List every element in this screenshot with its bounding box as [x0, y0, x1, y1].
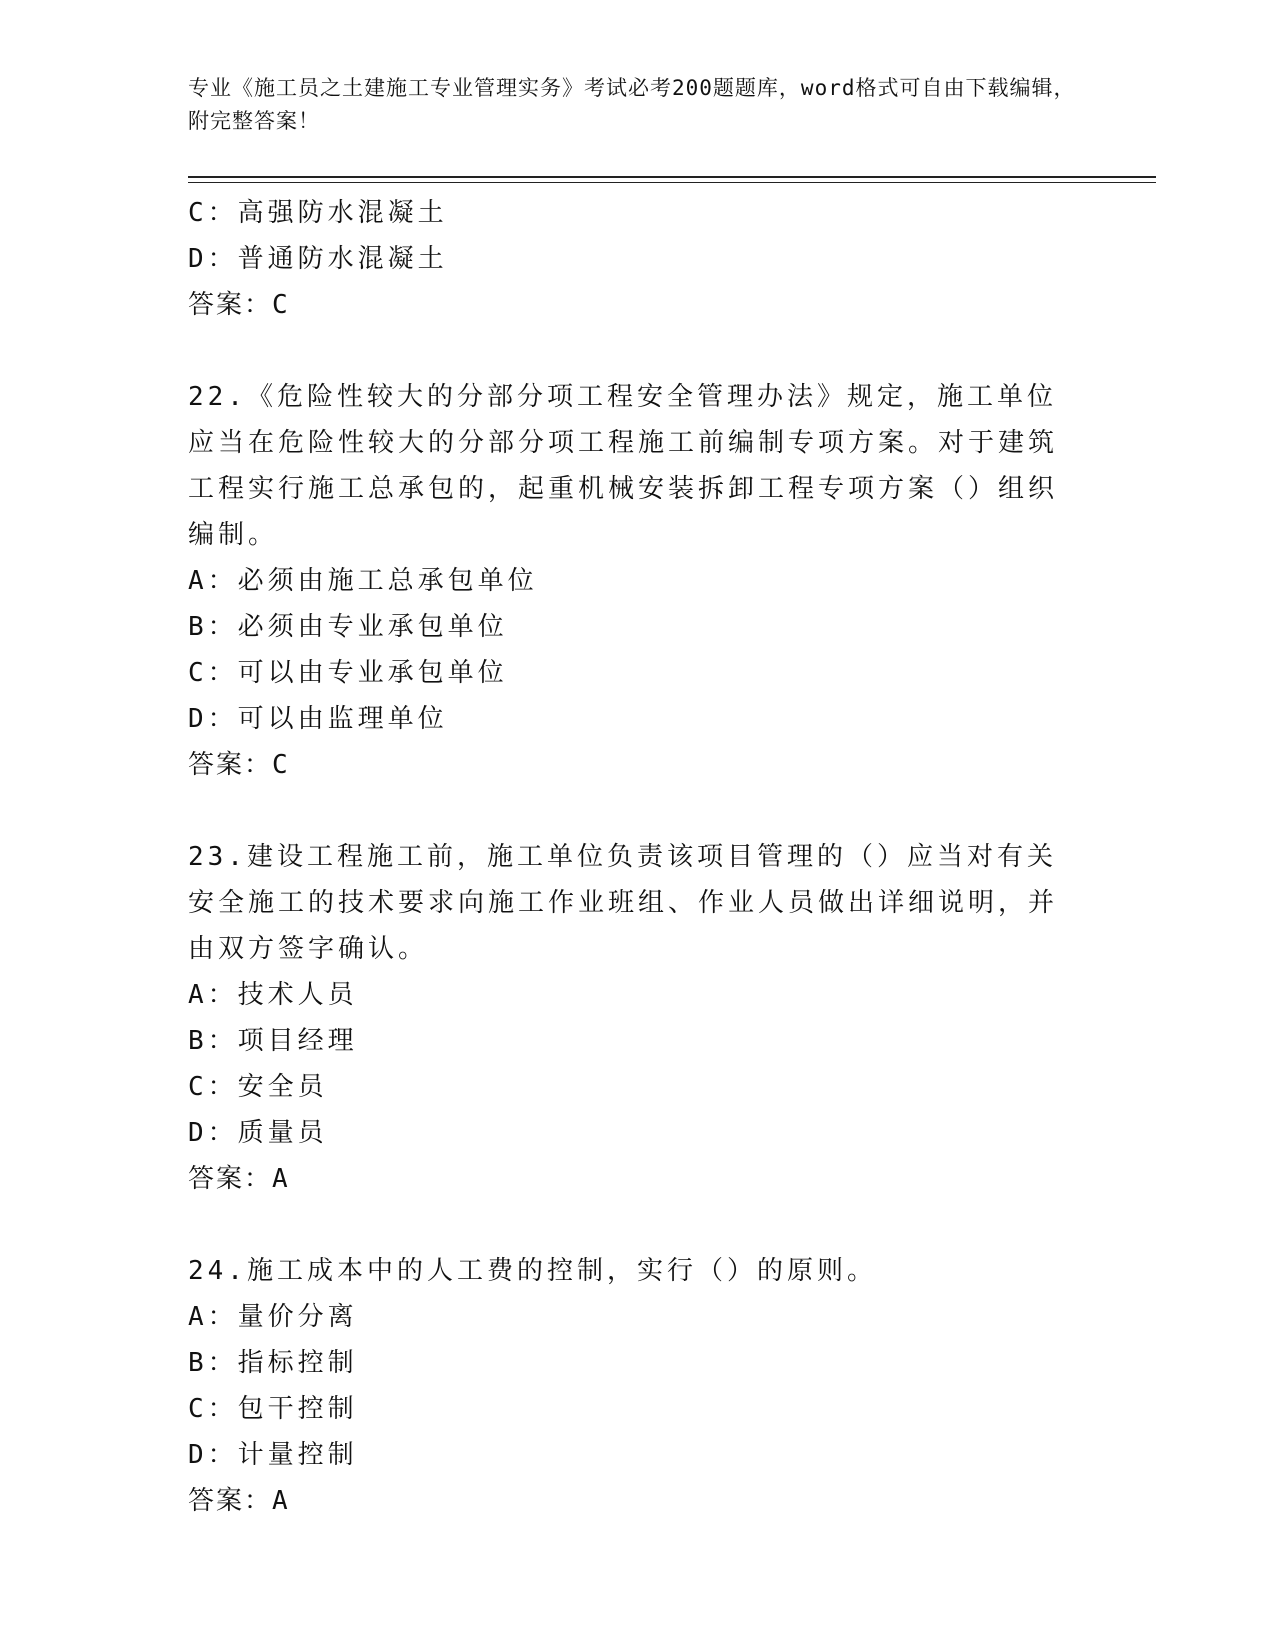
question-22: [188, 374, 1088, 788]
option-c: C：包干控制: [188, 1394, 358, 1424]
header-divider-thick: [188, 176, 1156, 178]
question-stem: 22.《危险性较大的分部分项工程安全管理办法》规定，施工单位应当在危险性较大的分部分项工程施工前编制专项方案。对于建筑工程实行施工总承包的，起重机械安装拆卸工程专项方案（）组织编制。: [188, 382, 1059, 550]
option-a: A：量价分离: [188, 1302, 358, 1332]
question-list: [188, 190, 1088, 1524]
option-b: B：项目经理: [188, 1026, 358, 1056]
option-d: D：计量控制: [188, 1440, 358, 1470]
answer-line: 答案：A: [188, 1486, 290, 1516]
document-header: 专业《施工员之土建施工专业管理实务》考试必考200题题库，word格式可自由下载编辑，附完整答案！: [188, 76, 1076, 133]
option-c: C：安全员: [188, 1072, 328, 1102]
option-c: C：高强防水混凝土: [188, 198, 448, 228]
question-23: [188, 834, 1088, 1202]
question-stem: 23.建设工程施工前，施工单位负责该项目管理的（）应当对有关安全施工的技术要求向施工作业班组、作业人员做出详细说明，并由双方签字确认。: [188, 842, 1059, 964]
answer-line: 答案：A: [188, 1164, 290, 1194]
option-b: B：指标控制: [188, 1348, 358, 1378]
header-divider-thin: [188, 182, 1156, 183]
leading-question-fragment: [188, 190, 1088, 328]
option-c: C：可以由专业承包单位: [188, 658, 508, 688]
option-a: A：技术人员: [188, 980, 358, 1010]
option-d: D：质量员: [188, 1118, 328, 1148]
answer-line: 答案：C: [188, 750, 290, 780]
option-d: D：普通防水混凝土: [188, 244, 448, 274]
question-stem: 24.施工成本中的人工费的控制，实行（）的原则。: [188, 1256, 877, 1286]
option-b: B：必须由专业承包单位: [188, 612, 508, 642]
answer-line: 答案：C: [188, 290, 290, 320]
option-a: A：必须由施工总承包单位: [188, 566, 538, 596]
option-d: D：可以由监理单位: [188, 704, 448, 734]
question-24: [188, 1248, 1088, 1524]
